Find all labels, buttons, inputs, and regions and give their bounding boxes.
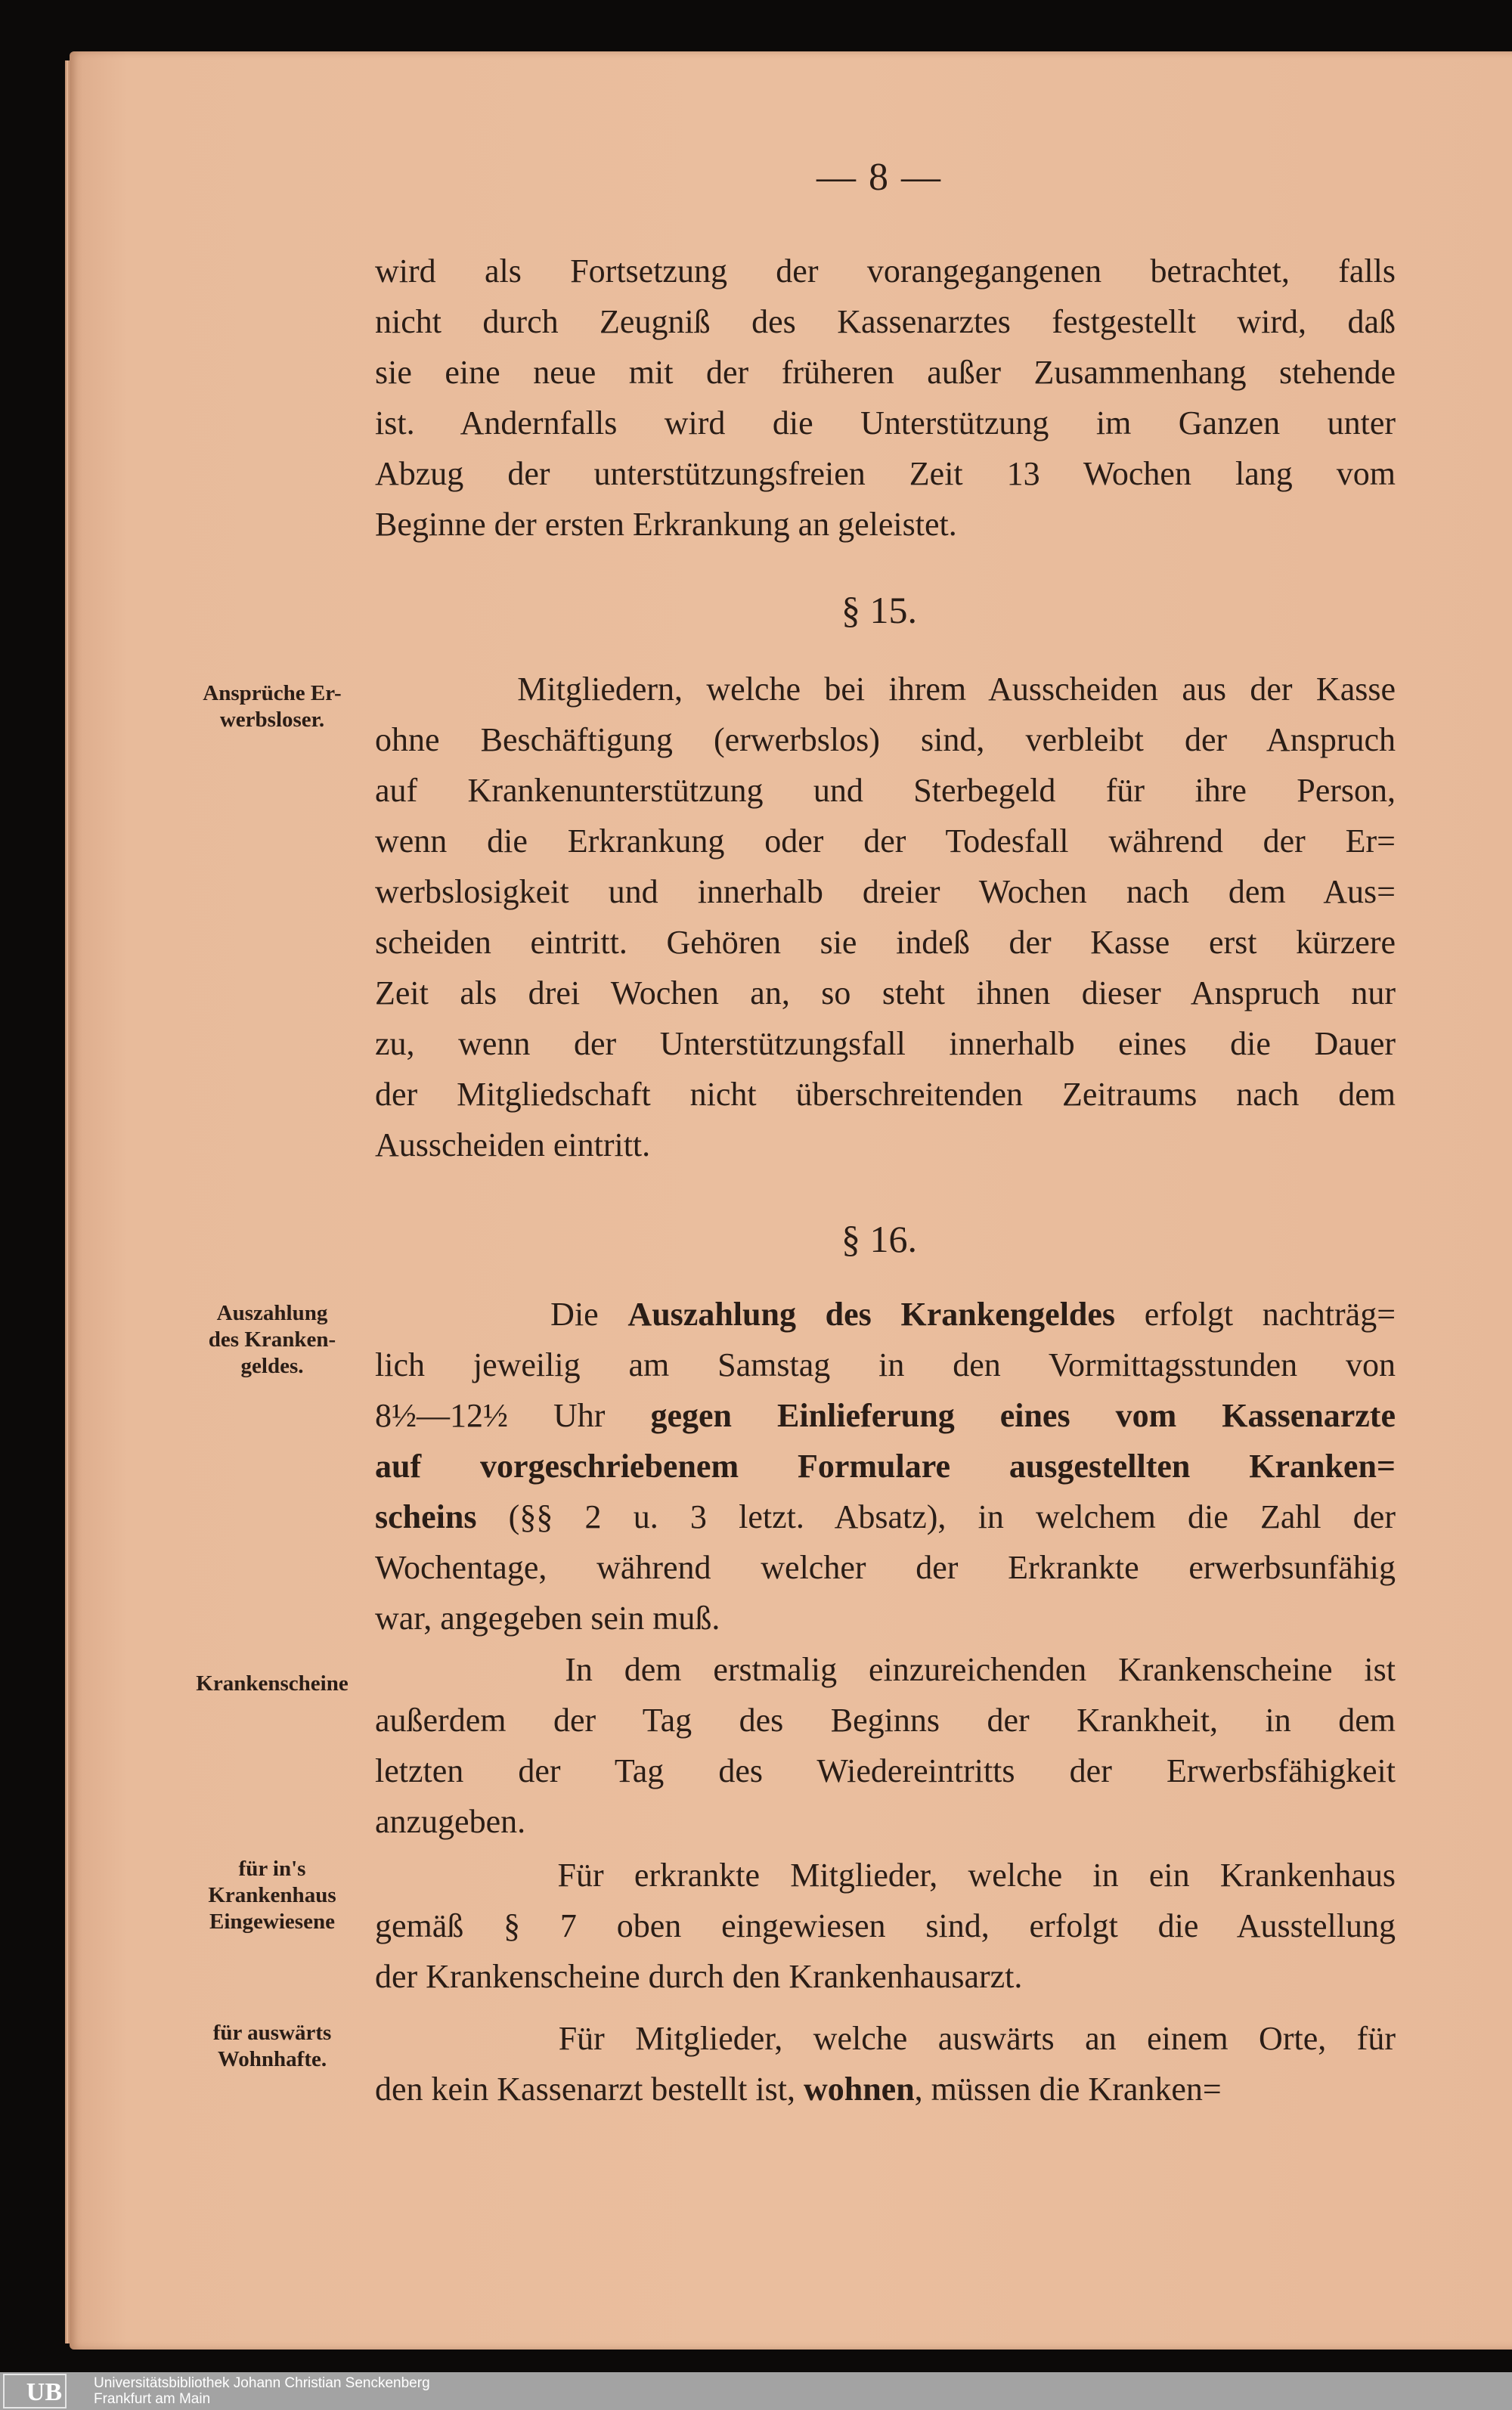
text-line: [375, 765, 1396, 816]
bold-text: Auszahlung des Krankengeldes: [627, 1296, 1116, 1333]
bold-text: gegen Einlieferung eines vom Kassenarzte: [650, 1397, 1396, 1434]
margin-note-line: für in's: [238, 1857, 306, 1881]
paragraph-auswaerts: [375, 2013, 1396, 2114]
margin-note-krankenscheine: [159, 1671, 386, 1697]
paragraph-krankenhaus: [375, 1850, 1396, 2002]
text-segment: erfolgt nachträg=: [1115, 1296, 1396, 1333]
text-segment: letzten der Tag des Wiedereintritts der Erwerbsfähigkeit: [375, 1752, 1396, 1789]
text-segment: Für Mitglieder, welche auswärts an einem Orte, für: [375, 2020, 1396, 2057]
text-line: [375, 1593, 1396, 1643]
text-line: [375, 347, 1396, 398]
text-line: [375, 968, 1396, 1018]
text-segment: Wochentage, während welcher der Erkrankte erwerbsunfähig: [375, 1549, 1396, 1586]
text-segment: wenn die Erkrankung oder der Todesfall während der Er=: [375, 822, 1396, 860]
text-line: [375, 2013, 1396, 2064]
text-segment: gemäß § 7 oben eingewiesen sind, erfolgt die Ausstellung: [375, 1907, 1396, 1944]
bold-text: auf vorgeschriebenem Formulare ausgestellten Kranken=: [375, 1448, 1396, 1485]
text-segment: Für erkrankte Mitglieder, welche in ein Krankenhaus: [375, 1857, 1396, 1894]
margin-note-line: Krankenhaus: [208, 1883, 336, 1907]
text-line: [375, 2064, 1396, 2114]
text-line: [375, 664, 1396, 714]
margin-note-krankenhaus: [159, 1856, 386, 1935]
text-line: [375, 1120, 1396, 1170]
text-segment: ist. Andernfalls wird die Unterstützung im Ganzen unter: [375, 404, 1396, 441]
text-segment: Ausscheiden eintritt.: [375, 1126, 651, 1163]
text-line: [375, 1850, 1396, 1900]
page-number: — 8 —: [816, 156, 942, 199]
text-segment: scheiden eintritt. Gehören sie indeß der Kasse erst kürzere: [375, 924, 1396, 961]
bold-text: wohnen: [803, 2071, 915, 2108]
paragraph-section-15: [375, 664, 1396, 1170]
text-segment: Abzug der unterstützungsfreien Zeit 13 Wochen lang vom: [375, 455, 1396, 492]
text-segment: außerdem der Tag des Beginns der Krankheit, in dem: [375, 1702, 1396, 1739]
text-line: [375, 296, 1396, 347]
text-line: [375, 398, 1396, 448]
text-segment: 8½—12½ Uhr: [375, 1397, 651, 1434]
margin-note-line: werbsloser.: [219, 708, 325, 732]
text-segment: nicht durch Zeugniß des Kassenarztes festgestellt wird, daß: [375, 303, 1396, 340]
text-line: [375, 1340, 1396, 1390]
margin-note-auszahlung: [159, 1300, 386, 1380]
library-footer: [0, 2372, 1512, 2410]
paragraph-auszahlung: [375, 1289, 1396, 1643]
margin-note-line: für auswärts: [212, 2021, 332, 2045]
text-segment: der Mitgliedschaft nicht überschreitenden Zeitraums nach dem: [375, 1076, 1396, 1113]
text-line: [375, 1796, 1396, 1847]
text-line: [375, 917, 1396, 968]
margin-note-line: geldes.: [240, 1354, 304, 1378]
text-line: [375, 1900, 1396, 1951]
margin-note-line: Ansprüche Er-: [203, 681, 342, 705]
text-segment: der Krankenscheine durch den Krankenhausarzt.: [375, 1958, 1023, 1995]
text-line: [375, 1289, 1396, 1340]
text-segment: , müssen die Kranken=: [914, 2071, 1222, 2108]
text-segment: den kein Kassenarzt bestellt ist,: [375, 2071, 804, 2108]
library-location: Frankfurt am Main: [94, 2391, 211, 2407]
margin-note-line: Krankenscheine: [196, 1671, 349, 1696]
text-line: [375, 816, 1396, 866]
margin-note-line: Auszahlung: [216, 1301, 328, 1325]
text-segment: war, angegeben sein muß.: [375, 1600, 720, 1637]
text-line: [375, 714, 1396, 765]
library-name: Universitätsbibliothek Johann Christian Senckenberg: [94, 2375, 430, 2391]
paragraph-continuation: [375, 246, 1396, 550]
margin-note-line: Wohnhafte.: [217, 2047, 327, 2071]
text-line: [375, 1951, 1396, 2002]
margin-note-auswaerts: [159, 2020, 386, 2073]
text-segment: ohne Beschäftigung (erwerbslos) sind, verbleibt der Anspruch: [375, 721, 1396, 758]
text-segment: In dem erstmalig einzureichenden Krankenscheine ist: [375, 1651, 1396, 1688]
margin-note-ansprueche: [159, 680, 386, 733]
text-line: [375, 1018, 1396, 1069]
text-segment: Zeit als drei Wochen an, so steht ihnen dieser Anspruch nur: [375, 974, 1396, 1011]
margin-note-line: des Kranken-: [208, 1327, 336, 1352]
text-segment: zu, wenn der Unterstützungsfall innerhalb eines die Dauer: [375, 1025, 1396, 1062]
text-segment: Die: [375, 1296, 628, 1333]
section-heading-16: § 16.: [841, 1218, 917, 1260]
library-logo: UB: [3, 2374, 67, 2408]
text-segment: lich jeweilig am Samstag in den Vormittagsstunden von: [375, 1346, 1396, 1383]
text-line: [375, 1542, 1396, 1593]
section-heading-15: § 15.: [841, 589, 917, 631]
text-line: [375, 246, 1396, 296]
text-line: [375, 1746, 1396, 1796]
text-segment: Beginne der ersten Erkrankung an geleistet.: [375, 506, 957, 543]
text-line: [375, 1441, 1396, 1492]
text-segment: sie eine neue mit der früheren außer Zusammenhang stehende: [375, 354, 1396, 391]
text-line: [375, 866, 1396, 917]
text-segment: (§§ 2 u. 3 letzt. Absatz), in welchem die Zahl der: [476, 1498, 1396, 1535]
margin-note-line: Eingewiesene: [209, 1910, 335, 1934]
text-segment: auf Krankenunterstützung und Sterbegeld für ihre Person,: [375, 772, 1396, 809]
text-line: [375, 1069, 1396, 1120]
text-line: [375, 499, 1396, 550]
text-segment: werbslosigkeit und innerhalb dreier Wochen nach dem Aus=: [375, 873, 1396, 910]
text-line: [375, 1390, 1396, 1441]
paragraph-krankenscheine: [375, 1644, 1396, 1847]
text-line: [375, 448, 1396, 499]
text-segment: wird als Fortsetzung der vorangegangenen betrachtet, falls: [375, 252, 1396, 290]
text-segment: Mitgliedern, welche bei ihrem Ausscheiden aus der Kasse: [375, 671, 1396, 708]
text-line: [375, 1695, 1396, 1746]
text-segment: anzugeben.: [375, 1803, 526, 1840]
text-line: [375, 1492, 1396, 1542]
bold-text: scheins: [375, 1498, 477, 1535]
text-line: [375, 1644, 1396, 1695]
